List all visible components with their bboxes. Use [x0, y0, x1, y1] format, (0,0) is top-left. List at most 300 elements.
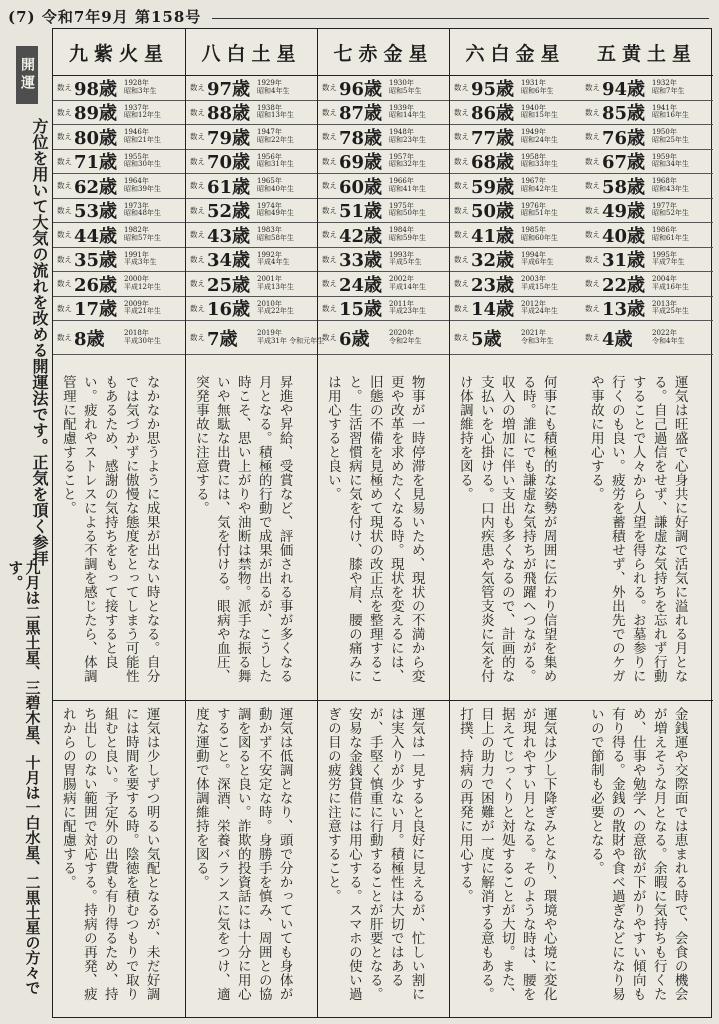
age-row: [53, 150, 185, 175]
birth-year-era: 平成22年生: [257, 307, 294, 316]
kazoe-label: 数え: [57, 156, 72, 166]
birth-year-era: 昭和39年生: [124, 184, 161, 193]
birth-year-western: 1983年: [257, 226, 282, 235]
birth-year-western: 1958年: [521, 152, 546, 161]
age-row: [581, 223, 713, 248]
birth-years: [124, 252, 156, 267]
birth-year-western: 1976年: [521, 201, 546, 210]
age-row: [186, 297, 317, 322]
kazoe-label: 数え: [454, 83, 469, 93]
fortune-text: 運気は少しずつ明るい気配となるが、未だ好調には時間を要する時。陰徳を積むつもりで取り組むと良い。予定外の出費も有り得るため、持ち出しのない範囲で対応する。持病の再発、疲れからの胃腸病に配慮する。: [59, 707, 160, 1001]
fortune-text: 運気は旺盛で心身共に好調で活気に溢れる月となる。自己過信をせず、謙虚な気持ちを忘れず行動することで人々から人望を得られる。お墓参りに行くのも良い。疲労を蓄積せず、外出先でのケガや事故に用心する。: [587, 375, 688, 683]
kazoe-label: 数え: [454, 107, 469, 117]
age-value: 4歳: [602, 328, 633, 350]
age-row: [581, 248, 713, 273]
birth-years: [257, 276, 294, 291]
age-value: 94歳: [602, 78, 646, 100]
birth-year-western: 1974年: [257, 201, 282, 210]
kazoe-label: 数え: [322, 205, 337, 215]
kazoe-label: 数え: [322, 333, 337, 342]
birth-year-era: 昭和34年生: [652, 160, 689, 169]
birth-year-western: 1973年: [124, 201, 149, 210]
birth-year-era: 平成4年生: [257, 258, 290, 267]
birth-years: [257, 80, 289, 95]
birth-year-era: 昭和57年生: [124, 233, 161, 242]
fortune-text: 物事が一時停滞を見易いため、現状の不満から変更や改革を求めたくなる時。現状を変えるには、旧態の不備を見極めて現状の改正点を整理すること。生活習慣病に気を付け、膝や肩、腰の痛みには用心すると良い。: [324, 375, 425, 683]
age-row: [318, 150, 449, 175]
kazoe-label: 数え: [57, 230, 72, 240]
fortune-text: 何事にも積極的な姿勢が周囲に伝わり信望を集める時。誰にでも謙虚な気持ちが飛躍へつながる。収入の増加に伴い支出も多くなるので、計画的な支払いを心掛ける。口内疾患や気管支炎に気を付け体調維持を図る。: [456, 375, 557, 683]
birth-year-western: 1938年: [257, 103, 282, 112]
birth-year-western: 1985年: [521, 226, 546, 235]
age-value: 7歳: [207, 328, 238, 350]
kazoe-label: 数え: [190, 132, 205, 142]
birth-year-era: 昭和21年生: [124, 135, 161, 144]
kazoe-label: 数え: [57, 181, 72, 191]
birth-year-era: 昭和33年生: [521, 160, 558, 169]
birth-years: [389, 330, 421, 345]
birth-year-western: 1975年: [389, 201, 414, 210]
kazoe-label: 数え: [454, 132, 469, 142]
kazoe-label: 数え: [190, 303, 205, 313]
age-value: 78歳: [339, 127, 383, 149]
fortune-text-lower: [186, 701, 317, 1017]
kazoe-label: 数え: [190, 83, 205, 93]
birth-year-era: 令和2年生: [389, 336, 422, 345]
birth-year-era: 平成15年生: [521, 282, 558, 291]
star-name: 六白金星: [450, 29, 581, 76]
kazoe-label: 数え: [585, 279, 600, 289]
age-row: [581, 125, 713, 150]
age-row: [450, 125, 581, 150]
age-value: 87歳: [339, 103, 383, 125]
age-value: 77歳: [471, 127, 515, 149]
age-row: [450, 321, 581, 355]
birth-years: [652, 301, 689, 316]
birth-year-era: 平成13年生: [257, 282, 294, 291]
birth-year-western: 1959年: [652, 152, 677, 161]
kazoe-label: 数え: [190, 156, 205, 166]
age-row: [186, 223, 317, 248]
age-row: [581, 101, 713, 126]
birth-years: [652, 154, 689, 169]
birth-year-era: 平成21年生: [124, 307, 161, 316]
birth-years: [652, 252, 684, 267]
birth-year-era: 昭和58年生: [257, 233, 294, 242]
age-row: [450, 174, 581, 199]
age-value: 25歳: [207, 274, 251, 296]
birth-year-era: 昭和22年生: [257, 135, 294, 144]
age-row: [186, 248, 317, 273]
birth-year-western: 1992年: [257, 250, 282, 259]
age-row: [581, 321, 713, 355]
age-value: 33歳: [339, 250, 383, 272]
age-row: [450, 101, 581, 126]
birth-years: [257, 252, 289, 267]
age-row: [186, 125, 317, 150]
birth-year-western: 1994年: [521, 250, 546, 259]
birth-year-western: 2021年: [521, 328, 546, 337]
birth-years: [389, 203, 426, 218]
age-row: [186, 199, 317, 224]
age-value: 34歳: [207, 250, 251, 272]
birth-year-era: 昭和61年生: [652, 233, 689, 242]
birth-year-western: 2010年: [257, 299, 282, 308]
birth-years: [521, 105, 558, 120]
age-value: 44歳: [74, 225, 118, 247]
age-value: 6歳: [339, 328, 370, 350]
kazoe-label: 数え: [57, 107, 72, 117]
birth-years: [521, 129, 558, 144]
birth-year-western: 2004年: [652, 275, 677, 284]
birth-years: [521, 301, 558, 316]
birth-years: [521, 330, 553, 345]
kazoe-label: 数え: [57, 205, 72, 215]
birth-year-era: 昭和52年生: [652, 209, 689, 218]
age-row: [581, 297, 713, 322]
age-row: [318, 297, 449, 322]
birth-years: [652, 330, 684, 345]
age-row: [318, 174, 449, 199]
kazoe-label: 数え: [190, 230, 205, 240]
age-row: [186, 272, 317, 297]
kazoe-label: 数え: [322, 156, 337, 166]
age-row: [186, 76, 317, 101]
kazoe-label: 数え: [454, 205, 469, 215]
birth-years: [652, 80, 684, 95]
fortune-text-lower: [53, 701, 185, 1017]
birth-year-western: 1986年: [652, 226, 677, 235]
sidebar: [6, 40, 50, 1020]
age-value: 95歳: [471, 78, 515, 100]
age-value: 13歳: [602, 299, 646, 321]
birth-year-era: 平成5年生: [389, 258, 422, 267]
age-row: [186, 150, 317, 175]
age-row: [318, 199, 449, 224]
kazoe-label: 数え: [190, 181, 205, 191]
birth-year-era: 昭和4年生: [257, 86, 290, 95]
age-value: 67歳: [602, 152, 646, 174]
age-row: [53, 76, 185, 101]
birth-year-western: 1939年: [389, 103, 414, 112]
age-value: 69歳: [339, 152, 383, 174]
birth-year-era: 昭和31年生: [257, 160, 294, 169]
age-row: [186, 174, 317, 199]
age-value: 76歳: [602, 127, 646, 149]
birth-year-western: 1965年: [257, 177, 282, 186]
fortune-text-upper: [186, 369, 317, 701]
birth-year-era: 平成16年生: [652, 282, 689, 291]
age-row: [450, 223, 581, 248]
age-value: 60歳: [339, 176, 383, 198]
age-value: 35歳: [74, 250, 118, 272]
birth-years: [257, 301, 294, 316]
birth-year-western: 2009年: [124, 299, 149, 308]
birth-year-era: 昭和41年生: [389, 184, 426, 193]
birth-year-era: 昭和7年生: [652, 86, 685, 95]
birth-years: [521, 203, 558, 218]
birth-years: [389, 301, 426, 316]
age-value: 14歳: [471, 299, 515, 321]
age-row: [581, 174, 713, 199]
star-column: [581, 29, 713, 1017]
age-row: [53, 101, 185, 126]
birth-year-western: 1941年: [652, 103, 677, 112]
page-title: (7) 令和7年9月 第158号: [8, 8, 202, 26]
birth-year-era: 平成14年生: [389, 282, 426, 291]
sidebar-sub-text: 九月は二黒土星、三碧木星、十月は一白水星、二黒土星の方々です。: [6, 560, 42, 995]
age-row: [53, 174, 185, 199]
birth-years: [389, 178, 426, 193]
age-value: 32歳: [471, 250, 515, 272]
birth-years: [124, 154, 161, 169]
age-value: 41歳: [471, 225, 515, 247]
age-value: 26歳: [74, 274, 118, 296]
birth-years: [124, 227, 161, 242]
star-name: 五黄土星: [581, 29, 713, 76]
birth-year-western: 2019年: [257, 328, 282, 337]
birth-year-western: 1957年: [389, 152, 414, 161]
birth-years: [124, 203, 161, 218]
age-row: [53, 248, 185, 273]
birth-year-western: 2003年: [521, 275, 546, 284]
birth-years: [389, 227, 426, 242]
kazoe-label: 数え: [57, 333, 72, 342]
birth-year-era: 令和3年生: [521, 336, 554, 345]
age-value: 31歳: [602, 250, 646, 272]
birth-year-western: 1932年: [652, 79, 677, 88]
age-row: [53, 199, 185, 224]
fortune-text: 運気は一見すると良好に見えるが、忙しい割には実入りが少ない月。積極性は大切ではあるが、手堅く慎重に行動することが肝要となる。安易な金銭貸借には用心する。スマホの使い過ぎの目の疲労に注意すること。: [324, 707, 425, 1001]
age-value: 17歳: [74, 299, 118, 321]
fortune-text: なかなか思うように成果が出ない時となる。自分では気づかずに傲慢な態度をとってしまう可能性もあるため、感謝の気持ちをもって接すると良い。疲れやストレスによる不調を感じたら、体調管理に配慮すること。: [59, 375, 160, 683]
birth-year-era: 昭和16年生: [652, 111, 689, 120]
birth-year-western: 1946年: [124, 128, 149, 137]
birth-year-western: 1929年: [257, 79, 282, 88]
kazoe-label: 数え: [585, 333, 600, 342]
birth-year-era: 昭和32年生: [389, 160, 426, 169]
birth-year-western: 1955年: [124, 152, 149, 161]
fortune-text-lower: [450, 701, 581, 1017]
kazoe-label: 数え: [454, 303, 469, 313]
birth-year-western: 1966年: [389, 177, 414, 186]
age-value: 79歳: [207, 127, 251, 149]
age-row: [186, 321, 325, 355]
star-name: 八白土星: [186, 29, 317, 76]
birth-year-era: 平成7年生: [652, 258, 685, 267]
age-value: 59歳: [471, 176, 515, 198]
kazoe-label: 数え: [57, 303, 72, 313]
birth-year-era: 平成30年生: [124, 336, 161, 345]
birth-year-western: 1993年: [389, 250, 414, 259]
fortune-text: 運気は少し下降ぎみとなり、環境や心境に変化が現れやすい月となる。そのような時は、腰を据えてじっくりと対処することが大切。また、目上の助力で困難が一度に解消する意もある。打撲、持病の再発に用心する。: [456, 707, 557, 1001]
age-value: 15歳: [339, 299, 383, 321]
birth-year-western: 2001年: [257, 275, 282, 284]
birth-year-western: 2012年: [521, 299, 546, 308]
birth-years: [389, 80, 421, 95]
age-value: 89歳: [74, 103, 118, 125]
birth-year-era: 平成24年生: [521, 307, 558, 316]
age-row: [581, 150, 713, 175]
birth-years: [521, 178, 558, 193]
birth-years: [257, 154, 294, 169]
birth-years: [124, 80, 156, 95]
birth-year-western: 1956年: [257, 152, 282, 161]
age-row: [318, 223, 449, 248]
age-value: 80歳: [74, 127, 118, 149]
star-name: 九紫火星: [53, 29, 185, 76]
birth-year-western: 1930年: [389, 79, 414, 88]
birth-year-era: 昭和3年生: [124, 86, 157, 95]
birth-year-western: 2022年: [652, 328, 677, 337]
age-value: 16歳: [207, 299, 251, 321]
birth-years: [521, 80, 553, 95]
age-row: [450, 272, 581, 297]
birth-year-era: 令和4年生: [652, 336, 685, 345]
birth-year-western: 2011年: [389, 299, 414, 308]
birth-year-western: 1991年: [124, 250, 149, 259]
age-value: 61歳: [207, 176, 251, 198]
age-row: [450, 248, 581, 273]
fortune-text-upper: [450, 369, 581, 701]
kazoe-label: 数え: [585, 230, 600, 240]
kazoe-label: 数え: [585, 205, 600, 215]
age-row: [450, 76, 581, 101]
birth-years: [389, 252, 421, 267]
birth-years: [257, 227, 294, 242]
star-column: [317, 29, 449, 1017]
birth-years: [652, 227, 689, 242]
fortune-text-upper: [318, 369, 449, 701]
kazoe-label: 数え: [322, 181, 337, 191]
age-value: 53歳: [74, 201, 118, 223]
age-value: 8歳: [74, 328, 105, 350]
kazoe-label: 数え: [585, 303, 600, 313]
kazoe-label: 数え: [57, 83, 72, 93]
birth-years: [257, 330, 324, 345]
birth-year-western: 1940年: [521, 103, 546, 112]
fortune-text: 金銭運や交際面では恵まれる時で、会食の機会が増えそうな月となる。余暇に気持ちも行くため、仕事や勉学への意欲が下がりやすい傾向も有り得る。金銭の散財や食べ過ぎなどになり易いので節制も必要となる。: [587, 707, 688, 1001]
kazoe-label: 数え: [454, 333, 469, 342]
birth-year-era: 昭和49年生: [257, 209, 294, 218]
age-value: 43歳: [207, 225, 251, 247]
birth-year-era: 昭和12年生: [124, 111, 161, 120]
birth-year-era: 平成25年生: [652, 307, 689, 316]
kazoe-label: 数え: [190, 205, 205, 215]
birth-year-western: 1950年: [652, 128, 677, 137]
age-value: 88歳: [207, 103, 251, 125]
kazoe-label: 数え: [454, 181, 469, 191]
birth-year-era: 平成6年生: [521, 258, 554, 267]
age-value: 23歳: [471, 274, 515, 296]
fortune-text-upper: [53, 369, 185, 701]
age-value: 86歳: [471, 103, 515, 125]
age-value: 71歳: [74, 152, 118, 174]
birth-years: [652, 203, 689, 218]
kazoe-label: 数え: [585, 254, 600, 264]
age-row: [450, 199, 581, 224]
age-row: [186, 101, 317, 126]
kazoe-label: 数え: [454, 156, 469, 166]
age-value: 5歳: [471, 328, 502, 350]
birth-year-western: 2002年: [389, 275, 414, 284]
birth-years: [521, 276, 558, 291]
birth-year-era: 昭和15年生: [521, 111, 558, 120]
kazoe-label: 数え: [57, 254, 72, 264]
star-column: [449, 29, 581, 1017]
age-row: [450, 150, 581, 175]
age-row: [53, 321, 185, 355]
age-value: 96歳: [339, 78, 383, 100]
kazoe-label: 数え: [585, 132, 600, 142]
kazoe-label: 数え: [585, 156, 600, 166]
birth-years: [257, 178, 294, 193]
kazoe-label: 数え: [190, 279, 205, 289]
birth-year-era: 昭和13年生: [257, 111, 294, 120]
birth-year-western: 2000年: [124, 275, 149, 284]
kazoe-label: 数え: [585, 107, 600, 117]
kazoe-label: 数え: [322, 303, 337, 313]
birth-year-western: 2013年: [652, 299, 677, 308]
age-row: [318, 76, 449, 101]
age-value: 98歳: [74, 78, 118, 100]
age-row: [318, 125, 449, 150]
kazoe-label: 数え: [585, 83, 600, 93]
birth-year-era: 平成23年生: [389, 307, 426, 316]
birth-years: [652, 178, 689, 193]
birth-year-western: 1995年: [652, 250, 677, 259]
age-value: 51歳: [339, 201, 383, 223]
birth-year-western: 1967年: [521, 177, 546, 186]
birth-year-western: 1982年: [124, 226, 149, 235]
birth-year-western: 1964年: [124, 177, 149, 186]
birth-year-era: 昭和51年生: [521, 209, 558, 218]
birth-year-western: 1968年: [652, 177, 677, 186]
birth-year-era: 昭和48年生: [124, 209, 161, 218]
kazoe-label: 数え: [322, 107, 337, 117]
birth-years: [257, 105, 294, 120]
age-value: 97歳: [207, 78, 251, 100]
age-value: 52歳: [207, 201, 251, 223]
fortune-text-lower: [581, 701, 713, 1017]
birth-years: [389, 105, 426, 120]
birth-year-era: 平成31年 令和元年生: [257, 336, 325, 345]
kazoe-label: 数え: [454, 230, 469, 240]
kazoe-label: 数え: [322, 132, 337, 142]
star-column: [53, 29, 185, 1017]
birth-year-era: 昭和43年生: [652, 184, 689, 193]
birth-year-era: 昭和59年生: [389, 233, 426, 242]
age-row: [581, 272, 713, 297]
kazoe-label: 数え: [585, 181, 600, 191]
birth-year-western: 1947年: [257, 128, 282, 137]
birth-years: [124, 105, 161, 120]
age-value: 42歳: [339, 225, 383, 247]
birth-years: [652, 129, 689, 144]
birth-year-era: 平成3年生: [124, 258, 157, 267]
birth-years: [124, 330, 161, 345]
fortune-table: [52, 28, 712, 1018]
header-rule: [212, 18, 709, 19]
age-value: 68歳: [471, 152, 515, 174]
fortune-text-lower: [318, 701, 449, 1017]
birth-year-western: 2018年: [124, 328, 149, 337]
age-value: 50歳: [471, 201, 515, 223]
age-value: 62歳: [74, 176, 118, 198]
birth-year-western: 1928年: [124, 79, 149, 88]
birth-year-western: 1931年: [521, 79, 546, 88]
kazoe-label: 数え: [190, 107, 205, 117]
